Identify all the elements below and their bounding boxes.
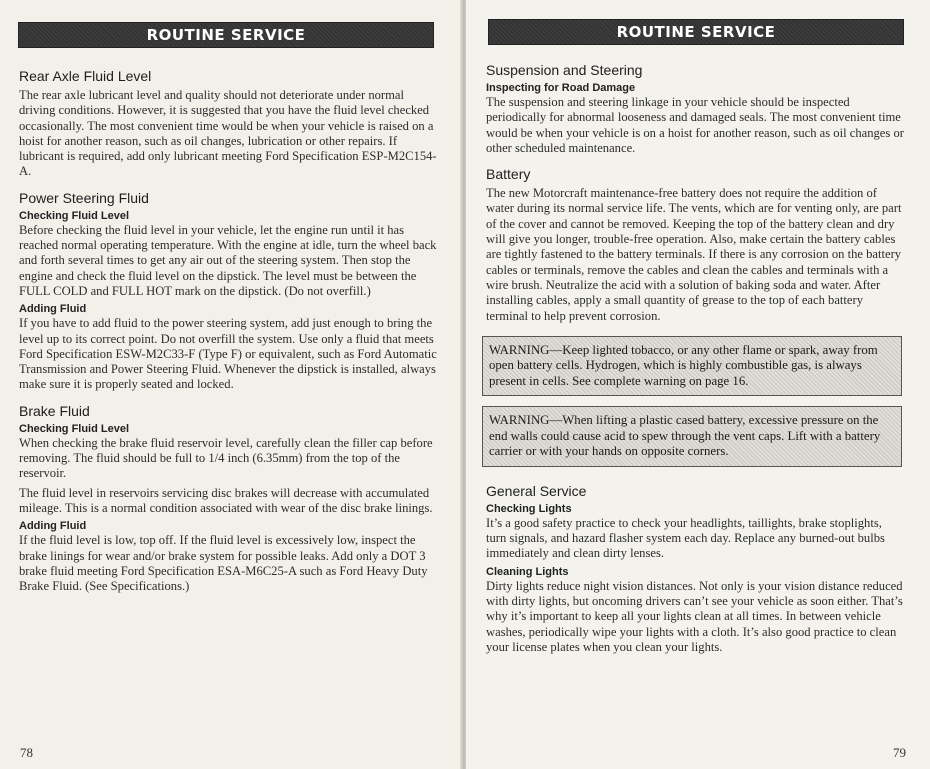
- cleaning-lights-heading: Cleaning Lights: [486, 565, 569, 578]
- power-steering-heading: Power Steering Fluid: [19, 189, 149, 206]
- left-column: [19, 68, 437, 598]
- power-steering-adding-text: If you have to add fluid to the power steering system, add just enough to bring the level up to its correct point. Do not overfill the system. Use only a fluid that meets Ford Specification ESW-M2C33-F (Type F) or equivalent, such as Ford Automatic Transmission and Power Steering Fluid. Whenever the dipstick is installed, always make sure it is properly seated and locked.: [19, 316, 437, 392]
- battery-text: The new Motorcraft maintenance-free battery does not require the addition of water during its normal service life. The vents, which are for venting only, are part of the cover and cannot be removed. Keeping the top of the battery clean and dry will give you longer, trouble-free operation. Also, make certain the battery cables are tightly fastened to the battery terminals. If there is any corrosion on the battery cables or terminals, remove the cables and clean the cables and terminals with a wire brush. Neutralize the acid with a solution of baking soda and water. After installing cables, apply a small quantity of grease to the top of each battery terminal to help prevent corrosion.: [486, 186, 902, 323]
- left-page: [0, 0, 462, 769]
- power-steering-checking-heading: Checking Fluid Level: [19, 209, 130, 222]
- checking-lights-heading: Checking Lights: [486, 502, 572, 515]
- brake-checking-text-1: When checking the brake fluid reservoir level, carefully clean the filler cap before removing. The fluid should be full to 1/4 inch (6.35mm) from the top of the reservoir.: [19, 435, 433, 481]
- suspension-text: The suspension and steering linkage in your vehicle should be inspected periodically for abnormal looseness and damaged seals. The most convenient time would be when your vehicle is on a hoist for another reason, such as oil changes or other scheduled maintenance.: [486, 95, 904, 155]
- brake-fluid-heading: Brake Fluid: [19, 402, 90, 419]
- general-service-heading: General Service: [486, 482, 587, 499]
- cleaning-lights-text: Dirty lights reduce night vision distances. Not only is your vision distance reduced with dirty lights, but oncoming drivers can’t see your vehicle as soon either. That’s why it’s important to keep all your lights clean at all times. In between vehicle washes, periodically wipe your lights with a cloth. It’s also good practice to clean your license plates when you clean your lights.: [486, 578, 903, 654]
- rear-axle-text: The rear axle lubricant level and quality should not deteriorate under normal driving conditions. However, it is suggested that you have the fluid level checked occasionally. The most convenient time would be when your vehicle is raised on a hoist for another reason, such as oil changes, lubrication or other repairs. If lubricant is required, add only lubricant meeting Ford Specification ESP-M2C154-A.: [19, 88, 437, 179]
- battery-heading: Battery: [486, 166, 531, 183]
- rear-axle-heading: Rear Axle Fluid Level: [19, 68, 152, 84]
- page-number: 79: [893, 745, 906, 760]
- page-number: 78: [20, 745, 33, 760]
- right-column: [486, 62, 904, 659]
- brake-checking-text-2: The fluid level in reservoirs servicing disc brakes will decrease with accumulated mileage. This is a normal condition associated with wear of the disc brake linings.: [19, 485, 433, 515]
- warning-box-flame: WARNING—Keep lighted tobacco, or any other flame or spark, away from open battery cells. Hydrogen, which is highly combustible gas, is always present in cells. See complete warning on page 16.: [482, 336, 902, 397]
- page-banner: ROUTINE SERVICE: [18, 22, 434, 48]
- brake-adding-text: If the fluid level is low, top off. If the fluid level is excessively low, inspect the brake linings for wear and/or brake system for possible leaks. Add only a DOT 3 brake fluid meeting Ford Specification ESA-M6C25-A such as Ford Heavy Duty Brake Fluid. (See Specifications.): [19, 533, 428, 594]
- brake-adding-heading: Adding Fluid: [19, 520, 87, 533]
- brake-checking-heading: Checking Fluid Level: [19, 422, 130, 435]
- warning-box-lifting: WARNING—When lifting a plastic cased battery, excessive pressure on the end walls could cause acid to spew through the vent caps. Lift with a battery carrier or with your hands on opposite corners.: [482, 406, 902, 467]
- checking-lights-text: It’s a good safety practice to check your headlights, taillights, brake stoplights, turn signals, and hazard flasher system each day. Replace any burned-out bulbs immediately and clean dirty lenses.: [486, 515, 885, 561]
- right-page: [466, 0, 930, 769]
- suspension-subheading: Inspecting for Road Damage: [486, 82, 636, 94]
- page-banner: ROUTINE SERVICE: [488, 19, 904, 45]
- power-steering-adding-heading: Adding Fluid: [19, 303, 87, 316]
- suspension-heading: Suspension and Steering: [486, 62, 643, 78]
- power-steering-checking-text: Before checking the fluid level in your vehicle, let the engine run until it has reached normal operating temperature. With the engine at idle, turn the wheel back and forth several times to get any air out of the steering system. Then stop the engine and check the fluid level on the dipstick. The level must be between the FULL COLD and FULL HOT mark on the dipstick. (Do not overfill.): [19, 222, 437, 298]
